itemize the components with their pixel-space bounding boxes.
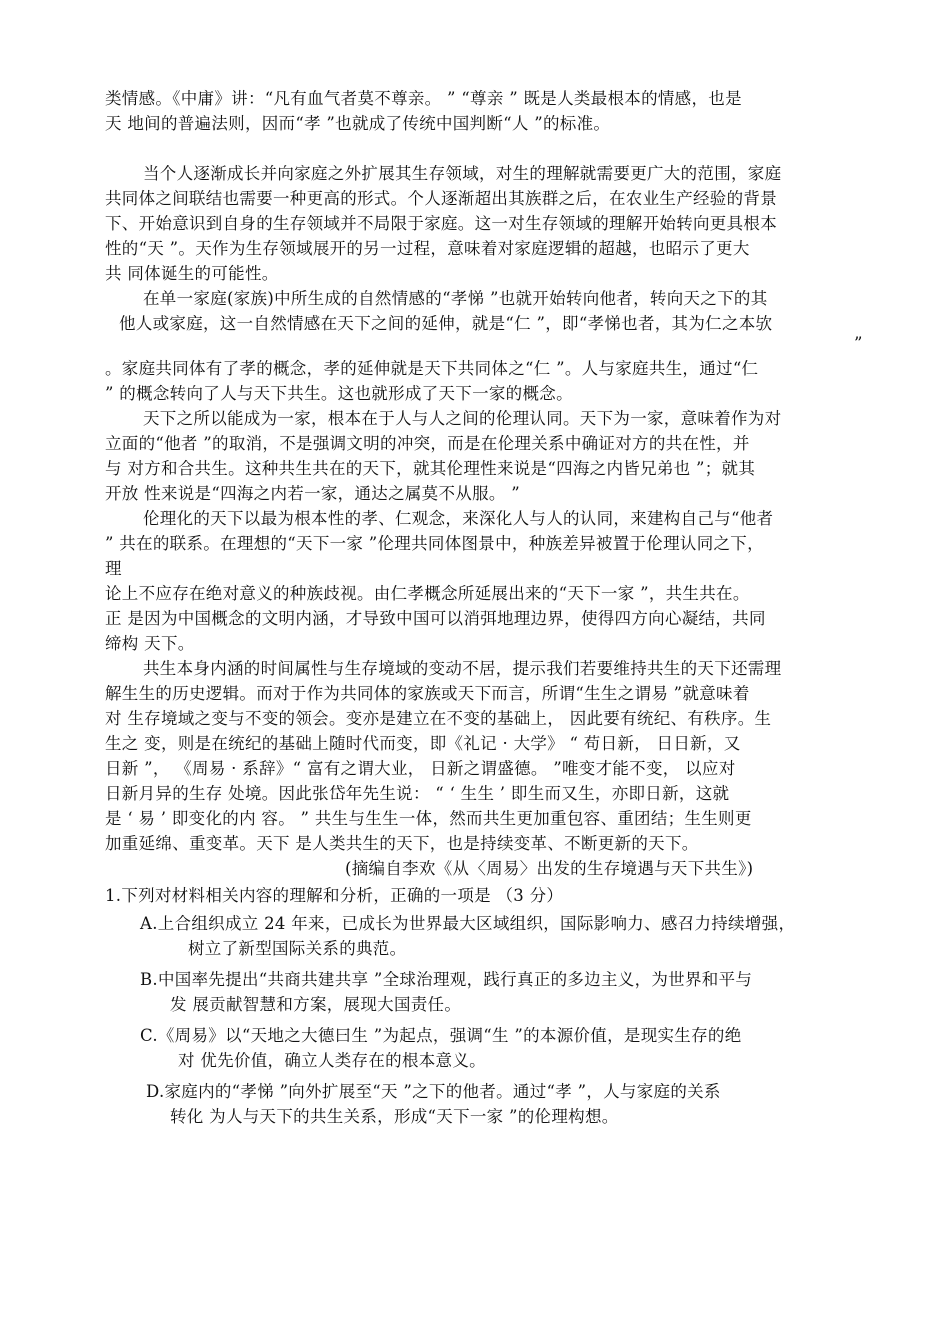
- text-line: 下、开始意识到自身的生存领域并不局限于家庭。这一对生存领域的理解开始转向更具根本: [105, 214, 777, 233]
- text-line: ” 的概念转向了人与天下共生。这也就形成了天下一家的概念。: [105, 384, 573, 403]
- option-line: 树立了新型国际关系的典范。: [188, 939, 407, 958]
- text-line: 共 同体诞生的可能性。: [105, 264, 279, 283]
- text-line: 类情感。《中庸》讲：“凡有血气者莫不尊亲。 ” “尊亲 ” 既是人类最根本的情感，也是: [105, 89, 742, 108]
- option-line: 转化 为人与天下的共生关系，形成“天下一家 ”的伦理构想。: [170, 1107, 619, 1126]
- option-line: A.上合组织成立 24 年来，已成长为世界最大区域组织，国际影响力、感召力持续增强，: [140, 914, 796, 933]
- text-line: 伦理化的天下以最为根本性的孝、仁观念，来深化人与人的认同，来建构自己与“他者: [143, 509, 774, 528]
- text-line: 性的“天 ”。天作为生存领域展开的另一过程，意味着对家庭逻辑的超越，也昭示了更大: [105, 239, 750, 258]
- option-line: D.家庭内的“孝悌 ”向外扩展至“天 ”之下的他者。通过“孝 ”，人与家庭的关系: [146, 1082, 721, 1101]
- option-line: 对 优先价值，确立人类存在的根本意义。: [178, 1051, 486, 1070]
- text-line: 理: [105, 559, 122, 578]
- text-line: 他人或家庭，这一自然情感在天下之间的延伸，就是“仁 ”，即“孝悌也者，其为仁之本欤: [119, 314, 773, 333]
- text-line: 解生生的历史逻辑。而对于作为共同体的家族或天下而言，所谓“生生之谓易 ”就意味着: [105, 684, 750, 703]
- option-line: B.中国率先提出“共商共建共享 ”全球治理观，践行真正的多边主义，为世界和平与: [140, 970, 753, 989]
- question-stem: 1.下列对材料相关内容的理解和分析，正确的一项是 （3 分）: [105, 886, 564, 905]
- text-line: 对 生存境域之变与不变的领会。变亦是建立在不变的基础上， 因此要有统纪、有秩序。生: [105, 709, 772, 728]
- text-line: 立面的“他者 ”的取消，不是强调文明的冲突，而是在伦理关系中确证对方的共在性，并: [105, 434, 750, 453]
- text-line: 论上不应存在绝对意义的种族歧视。由仁孝概念所延展出来的“天下一家 ”，共生共在。: [105, 584, 750, 603]
- text-line: 正 是因为中国概念的文明内涵，才导致中国可以消弭地理边界，使得四方向心凝结，共同: [105, 609, 766, 628]
- text-line: 开放 性来说是“四海之内若一家，通达之属莫不从服。 ”: [105, 484, 520, 503]
- text-line: 共同体之间联结也需要一种更高的形式。个人逐渐超出其族群之后，在农业生产经验的背景: [105, 189, 777, 208]
- text-line: 与 对方和合共生。这种共生共在的天下，就其伦理性来说是“四海之内皆兄弟也 ”；就其: [105, 459, 756, 478]
- text-line: 缔构 天下。: [105, 634, 195, 653]
- text-line: 天 地间的普遍法则，因而“孝 ”也就成了传统中国判断“人 ”的标准。: [105, 114, 611, 133]
- text-line: 加重延绵、重变革。天下 是人类共生的天下，也是持续变革、不断更新的天下。: [105, 834, 699, 853]
- text-line: 天下之所以能成为一家，根本在于人与人之间的伦理认同。天下为一家，意味着作为对: [143, 409, 782, 428]
- text-line: ” 共在的联系。在理想的“天下一家 ”伦理共同体图景中，种族差异被置于伦理认同之下，: [105, 534, 764, 553]
- source-citation: (摘编自李欢《从〈周易〉出发的生存境遇与天下共生》): [345, 859, 754, 878]
- text-line: 当个人逐渐成长并向家庭之外扩展其生存领域，对生的理解就需要更广大的范围，家庭: [143, 164, 782, 183]
- option-line: C.《周易》以“天地之大德曰生 ”为起点，强调“生 ”的本源价值，是现实生存的绝: [140, 1026, 742, 1045]
- text-line: 。家庭共同体有了孝的概念，孝的延伸就是天下共同体之“仁 ”。人与家庭共生，通过“仁: [105, 359, 759, 378]
- text-line: 日新 ”， 《周易 · 系辞》“ 富有之谓大业， 日新之谓盛德。 ”唯变才能不变， 以应对: [105, 759, 736, 778]
- text-line: 在单一家庭(家族)中所生成的自然情感的“孝悌 ”也就开始转向他者，转向天之下的其: [143, 289, 768, 308]
- text-line: ”: [854, 334, 863, 353]
- text-line: 共生本身内涵的时间属性与生存境域的变动不居，提示我们若要维持共生的天下还需理: [143, 659, 782, 678]
- option-line: 发 展贡献智慧和方案，展现大国责任。: [170, 995, 462, 1014]
- text-line: 日新月异的生存 处境。因此张岱年先生说： “ ‘ 生生 ’ 即生而又生，亦即日新，这就: [105, 784, 730, 803]
- text-line: 是 ‘ 易 ’ 即变化的内 容。 ” 共生与生生一体，然而共生更加重包容、重团结；生生则更: [105, 809, 752, 828]
- text-line: 生之 变，则是在统纪的基础上随时代而变，即《礼记 · 大学》 “ 苟日新， 日日新，又: [105, 734, 741, 753]
